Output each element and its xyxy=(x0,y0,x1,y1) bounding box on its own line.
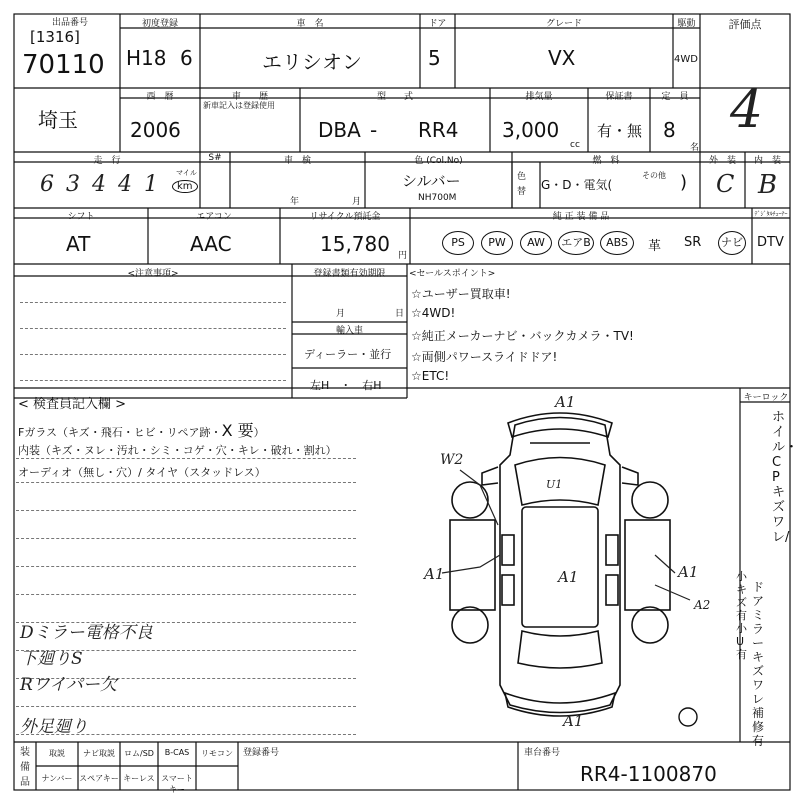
sales-point: ☆ユーザー買取車! xyxy=(411,287,511,301)
side-note: ホイル・CPキズワレ/ xyxy=(772,410,799,545)
aircon-label: エアコン xyxy=(196,212,232,222)
inspector-line xyxy=(16,482,356,483)
fuel-other: その他 xyxy=(642,171,666,180)
recycle-fee: 15,780 xyxy=(320,232,390,256)
first-reg-month: 6 xyxy=(180,46,193,70)
inspector-line xyxy=(16,706,356,707)
color-label: 色 (Col.No) xyxy=(414,156,463,166)
auction-number: 70110 xyxy=(22,50,105,80)
windshield-line xyxy=(18,418,265,441)
footer-title-char: 装 xyxy=(20,747,30,758)
mark-right: A1 xyxy=(678,563,699,581)
equip-airbag: エアB xyxy=(558,231,594,255)
shift: AT xyxy=(66,232,91,256)
doc-month: 月 xyxy=(336,309,346,319)
notes-line xyxy=(20,354,286,355)
handwritten-note: 外足廻り xyxy=(20,717,88,737)
footer-item: キーレス xyxy=(123,774,155,783)
inspector-title: < 検査員記入欄 > xyxy=(18,397,127,412)
notes-title: <注意事項> xyxy=(127,269,179,279)
mileage-label: 走 行 xyxy=(93,156,121,166)
displacement-unit: cc xyxy=(570,140,580,150)
equip-abs: ABS xyxy=(600,231,634,255)
mark-front: A1 xyxy=(555,393,576,411)
equip-aw: AW xyxy=(520,231,552,255)
audio-tire-line: オーディオ（無し・穴）/ タイヤ（スタッドレス） xyxy=(18,466,266,479)
doors-label: ドア xyxy=(428,19,447,29)
capacity: 8 xyxy=(663,118,676,142)
shaken-month: 月 xyxy=(352,197,362,207)
color-change: 色替 xyxy=(517,172,527,197)
sharp-label: S# xyxy=(208,153,222,163)
equip-leather: 革 xyxy=(648,239,662,254)
rating-label: 評価点 xyxy=(728,18,762,31)
inspector-line xyxy=(16,566,356,567)
equip-pw: PW xyxy=(481,231,513,255)
equipment-label: 純 正 装 備 品 xyxy=(552,212,610,222)
side-note: 小キズ有 小U有 xyxy=(736,570,747,661)
mileage-unit-km: km xyxy=(172,180,198,193)
sales-title: <セールスポイント> xyxy=(409,269,496,279)
handwritten-note: Rワイパー欠 xyxy=(20,675,117,695)
exterior-grade: C xyxy=(716,170,735,198)
history-label: 車 歴 xyxy=(231,92,268,102)
car-name-label: 車 名 xyxy=(296,19,324,29)
grade: VX xyxy=(548,46,576,70)
mark-u1: U1 xyxy=(546,478,563,491)
color-code: NH700M xyxy=(418,193,457,203)
model-prefix: DBA xyxy=(318,118,361,142)
fuel-text: G・D・電気( xyxy=(541,178,613,192)
grade-label: グレード xyxy=(545,19,582,29)
region: 埼玉 xyxy=(38,108,78,132)
mileage-digit: 3 xyxy=(66,172,92,197)
warranty: 有・無 xyxy=(597,122,643,140)
drive: 4WD xyxy=(674,54,698,65)
mark-rear: A1 xyxy=(563,712,584,730)
mark-w2: W2 xyxy=(440,452,464,468)
mark-left: A1 xyxy=(424,565,445,583)
footer-title-char: 品 xyxy=(20,777,30,788)
drive-label: 駆動 xyxy=(677,19,696,29)
lot-label: 出品番号 xyxy=(51,18,88,28)
mileage-digit: 4 xyxy=(118,172,144,197)
displacement: 3,000 xyxy=(502,118,560,142)
doc-day: 日 xyxy=(395,309,405,319)
inspector-line xyxy=(16,458,356,459)
shift-label: シフト xyxy=(67,212,95,222)
inspector-line xyxy=(16,594,356,595)
import-type: ディーラー・並行 xyxy=(304,348,392,361)
footer-title-char: 備 xyxy=(20,762,30,773)
sales-point: ☆ETC! xyxy=(411,369,450,383)
sales-point: ☆純正メーカーナビ・バックカメラ・TV! xyxy=(411,329,634,343)
doors: 5 xyxy=(428,46,441,70)
windshield-label: Fガラス（キズ・飛石・ヒビ・リペア跡・ xyxy=(18,426,222,439)
color-name: シルバー xyxy=(402,172,461,190)
mileage-digit: 1 xyxy=(144,172,170,197)
interior-grade: B xyxy=(758,170,778,200)
overall-grade: 4 xyxy=(730,80,764,140)
displacement-label: 排気量 xyxy=(525,92,553,102)
footer-item: スペアキー xyxy=(79,774,119,783)
footer-item: ナンバー xyxy=(41,774,73,783)
year-label: 西 暦 xyxy=(146,92,174,102)
equip-sunroof: SR xyxy=(684,235,702,250)
windshield-close: ） xyxy=(253,426,265,439)
history-note: 新車記入は登録使用 xyxy=(203,101,275,110)
warranty-label: 保証書 xyxy=(605,92,633,102)
footer-item: ナビ取説 xyxy=(83,749,115,758)
handle-side: 左H ・ 右H xyxy=(310,379,382,392)
mileage-digits xyxy=(40,172,170,197)
equip-ps: PS xyxy=(442,231,474,255)
inspector-line xyxy=(16,510,356,511)
import-label: 輸入車 xyxy=(335,326,363,336)
model-sep: - xyxy=(370,118,378,142)
notes-line xyxy=(20,380,286,381)
car-name: エリシオン xyxy=(262,50,362,74)
doc-due-label: 登録書類有効期限 xyxy=(313,269,386,279)
fuel-close: ) xyxy=(680,172,688,193)
equip-dtv: DTV xyxy=(757,235,784,250)
shaken-year: 年 xyxy=(290,197,300,207)
interior-label: 内 装 xyxy=(753,156,781,166)
equip-navi: ナビ xyxy=(718,231,746,255)
sales-point: ☆4WD! xyxy=(411,306,456,320)
shaken-label: 車 検 xyxy=(283,156,311,166)
notes-line xyxy=(20,328,286,329)
exterior-label: 外 装 xyxy=(708,156,736,166)
year: 2006 xyxy=(130,118,181,142)
handwritten-note: Dミラー電格不良 xyxy=(20,623,153,643)
recycle-label: リサイクル預託金 xyxy=(309,212,381,222)
footer-item: B-CAS xyxy=(164,748,190,757)
key-lock-label: キーロック xyxy=(743,393,789,403)
side-note: ドアミラーキズワレ補修有 xyxy=(752,580,765,748)
interior-condition: 内装（キズ・ヌレ・汚れ・シミ・コゲ・穴・キレ・破れ・割れ） xyxy=(18,444,337,457)
mark-right2: A2 xyxy=(694,598,711,612)
chassis-number: RR4-1100870 xyxy=(580,762,717,786)
capacity-label: 定 員 xyxy=(661,92,689,102)
capacity-unit: 名 xyxy=(690,143,700,153)
footer-item: リモコン xyxy=(201,749,233,758)
windshield-mark: X 要 xyxy=(221,421,254,440)
footer-title xyxy=(18,745,32,790)
mileage-digit: 4 xyxy=(92,172,118,197)
digital-tuner-label: ﾃﾞｼﾞﾀﾙﾁｭｰﾅｰ xyxy=(754,211,788,218)
mileage-unit-miles: マイル xyxy=(176,169,197,177)
notes-line xyxy=(20,302,286,303)
footer-item: ロム/SD xyxy=(124,749,154,758)
reg-no-label: 登録番号 xyxy=(243,748,280,758)
first-reg-era: H18 xyxy=(126,46,167,70)
footer-item: 取説 xyxy=(49,749,65,758)
aircon: AAC xyxy=(190,232,232,256)
footer-item: スマートキー xyxy=(161,774,193,794)
first-reg-label: 初度登録 xyxy=(141,19,178,29)
handwritten-note: 下廻りS xyxy=(20,649,83,669)
model: RR4 xyxy=(418,118,459,142)
mark-center: A1 xyxy=(558,568,579,586)
sales-point: ☆両側パワースライドドア! xyxy=(411,350,558,364)
chassis-label: 車台番号 xyxy=(524,748,561,758)
model-label: 型 式 xyxy=(376,92,413,102)
fuel-label: 燃 料 xyxy=(592,156,620,166)
inspector-line xyxy=(16,538,356,539)
recycle-unit: 円 xyxy=(398,251,408,261)
mileage-digit: 6 xyxy=(40,172,66,197)
lot-number: [1316] xyxy=(30,28,80,46)
